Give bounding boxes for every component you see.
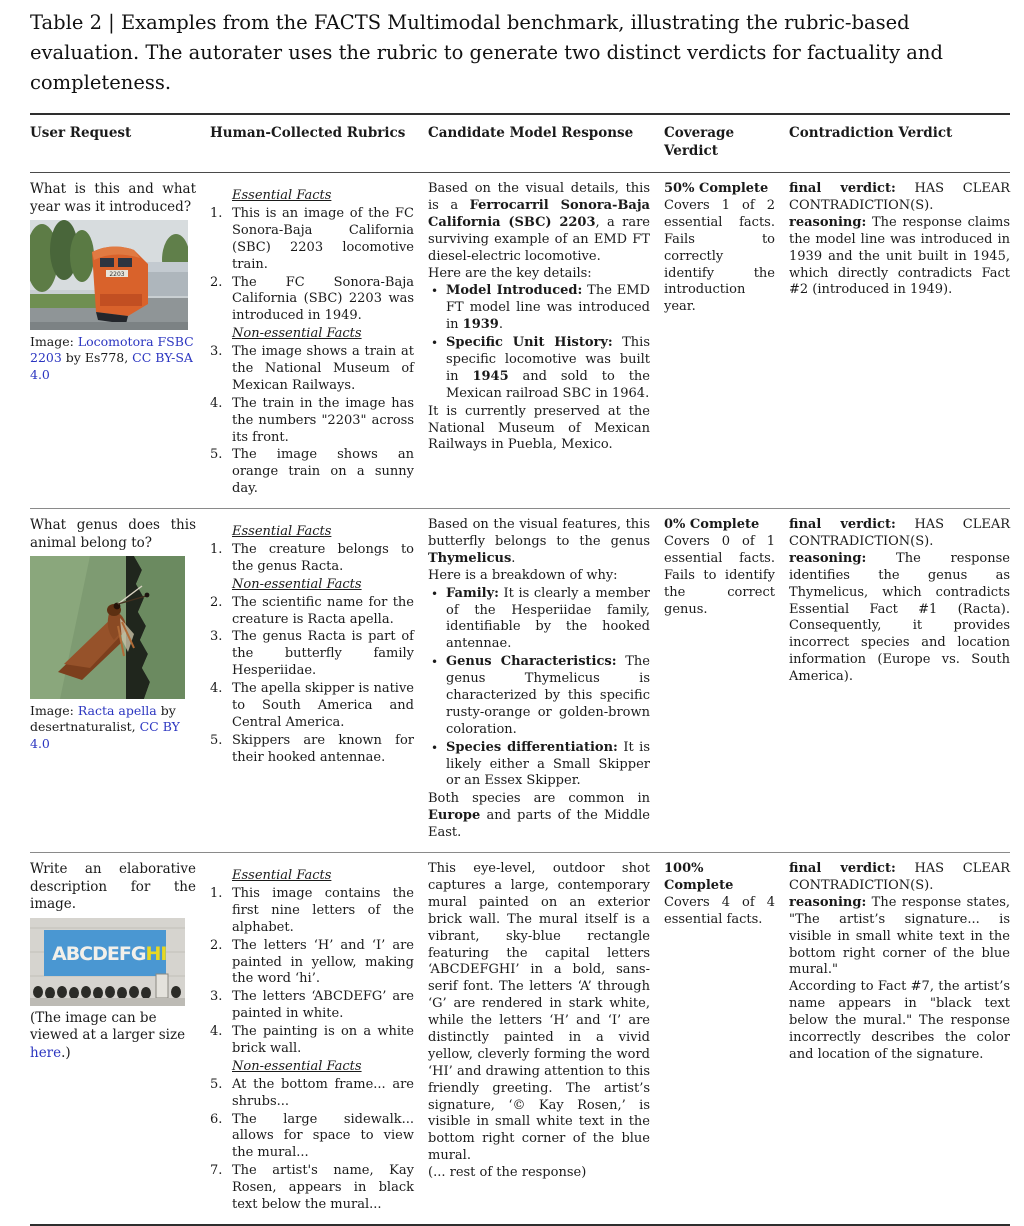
rubric-fact xyxy=(210,681,414,732)
rubric-section-heading: Essential Facts xyxy=(232,524,332,540)
response-cell xyxy=(428,173,664,508)
user-request-cell xyxy=(30,853,210,1224)
bullet-text: Genus Characteristics: The genus Thymelicus is characterized by this specific rusty-orange or golden-brown coloration. xyxy=(446,654,651,737)
rubric-fact xyxy=(210,629,414,680)
verdict-line: Covers 4 of 4 essential facts. xyxy=(664,894,775,927)
verdict-line: 50% Complete xyxy=(664,181,769,197)
fact-number: 5. xyxy=(210,1076,223,1092)
rubric-fact xyxy=(210,886,414,937)
bullet-item xyxy=(431,740,650,791)
rubric-fact xyxy=(210,447,414,498)
door xyxy=(156,974,168,998)
fact-text: The train in the image has the numbers "2203" across its front. xyxy=(232,395,414,445)
coverage-cell xyxy=(664,173,789,508)
fact-text: This image contains the first nine letters of the alphabet. xyxy=(232,885,414,935)
user-question: What is this and what year was it introduced? xyxy=(30,181,196,215)
fact-number: 3. xyxy=(210,344,223,360)
fact-text: The image shows a train at the National Museum of Mexican Railways. xyxy=(232,344,414,393)
train-photo xyxy=(30,220,188,330)
fact-text: The image shows an orange train on a sunny day. xyxy=(232,447,414,497)
fact-text: The letters ‘H’ and ‘I’ are painted in yellow, making the word ‘hi’. xyxy=(232,937,414,987)
fact-text: The genus Racta is part of the butterfly family Hesperiidae. xyxy=(232,629,414,679)
train-number-plate: 2203 xyxy=(109,271,125,279)
fact-text: The letters ‘ABCDEFG’ are painted in white. xyxy=(232,989,414,1022)
grass xyxy=(30,294,100,308)
caption-text: (The image can be viewed at a larger size xyxy=(30,1009,186,1044)
bullet-item xyxy=(431,586,650,654)
contradiction-cell xyxy=(789,509,1010,852)
coverage-cell xyxy=(664,509,789,852)
user-request-cell xyxy=(30,173,210,508)
image-caption xyxy=(30,334,196,383)
rubric-fact xyxy=(210,938,414,989)
bullet-item xyxy=(431,335,650,403)
fact-text: The painting is on a white brick wall. xyxy=(232,1024,414,1056)
fact-text: The creature belongs to the genus Racta. xyxy=(232,542,414,574)
fact-number: 1. xyxy=(210,885,223,901)
rubric-section-heading: Essential Facts xyxy=(232,868,332,884)
fact-text: The artist's name, Kay Rosen, appears in black text below the mural... xyxy=(232,1163,414,1212)
caption-link[interactable]: Locomotora FSBC 2203 xyxy=(30,334,194,366)
sidewalk xyxy=(30,998,185,1006)
fact-number: 3. xyxy=(210,629,223,645)
table-row xyxy=(30,853,1010,1224)
col-header-user-request: User Request xyxy=(30,124,132,141)
rubric-section-heading: Non-essential Facts xyxy=(232,576,362,592)
fact-number: 2. xyxy=(210,937,223,953)
bullet-icon: • xyxy=(431,740,439,755)
fact-text: The FC Sonora-Baja California (SBC) 2203 was introduced in 1949. xyxy=(232,274,414,324)
response-cell xyxy=(428,509,664,852)
fact-number: 7. xyxy=(210,1163,223,1179)
caption-text: Image: xyxy=(30,703,78,719)
response-paragraph: Here are the key details: xyxy=(428,265,592,281)
bullet-item xyxy=(431,283,650,334)
bullet-icon: • xyxy=(431,655,439,670)
verdict-line: final verdict: HAS CLEAR CONTRADICTION(S). xyxy=(789,517,1010,550)
bullet-text: Family: It is clearly a member of the Hesperiidae family, identifiable by the hooked antennae. xyxy=(446,585,650,652)
rubric-fact xyxy=(210,542,414,576)
fact-text: At the bottom frame... are shrubs... xyxy=(232,1076,414,1109)
fact-number: 3. xyxy=(210,989,223,1005)
rubric-section-heading: Non-essential Facts xyxy=(232,326,362,342)
rubric-fact xyxy=(210,989,414,1023)
bullet-text: Model Introduced: The EMD FT model line was introduced in 1939. xyxy=(446,283,650,333)
fact-number: 1. xyxy=(210,205,223,221)
fact-number: 4. xyxy=(210,681,223,697)
fact-number: 1. xyxy=(210,542,223,558)
table-row xyxy=(30,509,1010,852)
user-question: Write an elaborative description for the image. xyxy=(30,861,196,913)
fact-text: The large sidewalk... allows for space to view the mural... xyxy=(232,1111,414,1161)
verdict-line: reasoning: The response identifies the genus as Thymelicus, which contradicts Essential Fact #1 (Racta). Consequently, it provides incorrect species and location information (Europe vs. South America). xyxy=(789,550,1010,685)
caption-link[interactable]: here xyxy=(30,1044,62,1061)
rubric-fact xyxy=(210,1163,414,1214)
user-request-cell xyxy=(30,509,210,852)
coverage-cell xyxy=(664,853,789,1224)
rails xyxy=(30,322,188,330)
rubric-fact xyxy=(210,275,414,326)
caption-text: Image: xyxy=(30,334,78,350)
rubrics-cell xyxy=(210,509,428,852)
response-paragraph: It is currently preserved at the National Museum of Mexican Railways in Puebla, Mexico. xyxy=(428,403,650,453)
bullet-text: Specific Unit History: This specific locomotive was built in 1945 and sold to the Mexican railroad SBC in 1964. xyxy=(446,335,650,401)
verdict-line: Covers 1 of 2 essential facts. Fails to correctly identify the introduction year. xyxy=(664,197,775,315)
table-caption: Table 2 | Examples from the FACTS Multimodal benchmark, illustrating the rubric-based evaluation. The autorater uses the rubric to generate two distinct verdicts for factuality and completeness. xyxy=(30,11,943,95)
bullet-icon: • xyxy=(431,284,439,299)
fact-text: The apella skipper is native to South America and Central America. xyxy=(232,681,414,730)
verdict-line: final verdict: HAS CLEAR CONTRADICTION(S). xyxy=(789,861,1010,893)
rubrics-cell xyxy=(210,853,428,1224)
rubric-fact xyxy=(210,344,414,395)
response-paragraph: This eye-level, outdoor shot captures a large, contemporary mural painted on an exterior brick wall. The mural itself is a vibrant, sky-blue rectangle featuring the capital letters ‘ABCDEFGHI’ in a bold, sans-serif font. The letters ‘A’ through ‘G’ are rendered in stark white, while the letters ‘H’ and ‘I’ are distinctly painted in a vivid yellow, cleverly forming the word ‘HI’ and drawing attention to this friendly greeting. The artist’s signature, ‘© Kay Rosen,’ is visible in small white text in the bottom right corner of the blue mural. xyxy=(428,861,650,1164)
image-caption xyxy=(30,1010,196,1063)
verdict-line: reasoning: The response states, "The artist’s signature... is visible in small white text in the bottom right corner of the blue mural." xyxy=(789,894,1010,978)
fact-number: 2. xyxy=(210,274,223,290)
caption-text: .) xyxy=(61,1044,71,1061)
fact-text: This is an image of the FC Sonora-Baja California (SBC) 2203 locomotive train. xyxy=(232,205,414,272)
rubric-section-heading: Essential Facts xyxy=(232,188,332,204)
bullet-icon: • xyxy=(431,586,439,601)
verdict-line: Covers 0 of 1 essential facts. Fails to identify the correct genus. xyxy=(664,534,775,617)
image-caption xyxy=(30,703,196,752)
rubric-section-heading: Non-essential Facts xyxy=(232,1058,362,1074)
response-cell xyxy=(428,853,664,1224)
fact-number: 2. xyxy=(210,594,223,610)
fact-number: 6. xyxy=(210,1111,223,1127)
rubric-fact xyxy=(210,1112,414,1163)
verdict-line: 0% Complete xyxy=(664,517,760,533)
rubric-fact xyxy=(210,1077,414,1111)
fact-text: Skippers are known for their hooked antennae. xyxy=(232,732,414,765)
verdict-line: final verdict: HAS CLEAR CONTRADICTION(S). xyxy=(789,181,1010,213)
mural-photo xyxy=(30,918,185,1006)
user-question: What genus does this animal belong to? xyxy=(30,517,196,551)
caption-link[interactable]: CC BY-SA 4.0 xyxy=(30,350,193,382)
response-paragraph: Based on the visual details, this is a Ferrocarril Sonora-Baja California (SBC) 2203, a rare surviving example of an EMD FT diesel-electric locomotive. xyxy=(428,181,650,264)
caption-link[interactable]: CC BY 4.0 xyxy=(30,719,180,751)
col-header-rubrics: Human-Collected Rubrics xyxy=(210,124,406,141)
fact-number: 4. xyxy=(210,1024,223,1040)
response-paragraph: (... rest of the response) xyxy=(428,1165,587,1181)
col-header-response: Candidate Model Response xyxy=(428,124,634,141)
bullet-item xyxy=(431,654,650,738)
rubric-fact xyxy=(210,733,414,767)
verdict-line: reasoning: The response claims the model line was introduced in 1939 and the unit built in 1945, which directly contradicts Fact #2 (introduced in 1949). xyxy=(789,214,1010,298)
response-paragraph: Based on the visual features, this butterfly belongs to the genus Thymelicus. xyxy=(428,517,650,566)
mural-letters: ABCDEFGHI xyxy=(52,942,167,965)
verdict-line: 100% Complete xyxy=(664,861,734,893)
fact-number: 5. xyxy=(210,447,223,463)
table-row xyxy=(30,173,1010,508)
contradiction-cell xyxy=(789,173,1010,508)
response-paragraph: Here is a breakdown of why: xyxy=(428,567,618,583)
caption-text: by desertnaturalist, xyxy=(30,703,176,735)
verdict-line: According to Fact #7, the artist’s name appears in "black text below the mural." The response incorrectly describes the color and location of the signature. xyxy=(789,979,1010,1062)
response-paragraph: Both species are common in Europe and parts of the Middle East. xyxy=(428,791,650,841)
caption-link[interactable]: Racta apella xyxy=(77,703,157,719)
rubric-fact xyxy=(210,396,414,447)
fact-text: The scientific name for the creature is Racta apella. xyxy=(232,594,414,627)
paper-table-page xyxy=(30,8,1010,1226)
bullet-text: Species differentiation: It is likely either a Small Skipper or an Essex Skipper. xyxy=(446,739,650,789)
caption-text: by Es778, xyxy=(61,350,133,366)
fact-number: 4. xyxy=(210,395,223,411)
contradiction-cell xyxy=(789,853,1010,1224)
table-header-row xyxy=(30,115,1010,172)
fact-number: 5. xyxy=(210,732,223,748)
rubric-fact xyxy=(210,1024,414,1058)
col-header-coverage: Coverage Verdict xyxy=(664,124,735,159)
butterfly-photo xyxy=(30,556,185,699)
rubrics-cell xyxy=(210,173,428,508)
rubric-fact xyxy=(210,595,414,629)
bullet-icon: • xyxy=(431,336,439,351)
col-header-contradiction: Contradiction Verdict xyxy=(789,124,953,141)
rubric-fact xyxy=(210,206,414,274)
